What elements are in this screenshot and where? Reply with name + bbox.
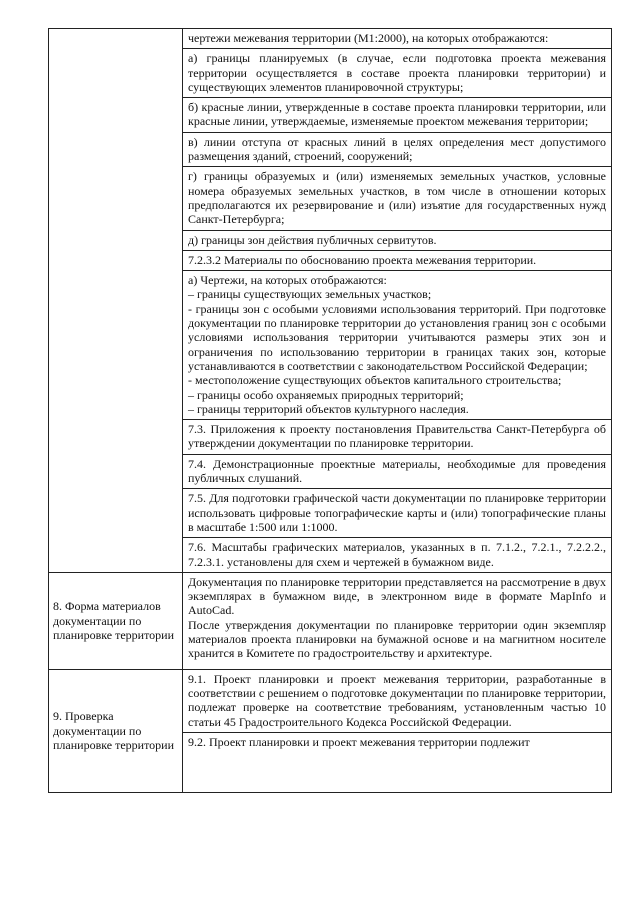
- text-block: [183, 167, 611, 230]
- text-block: [183, 251, 611, 271]
- text-block: [183, 538, 611, 572]
- paragraph: 7.5. Для подготовки графической части документации по планировке территории использовать цифровые топографические карты и (или) топографические планы в масштабе 1:500 или 1:1000.: [188, 491, 606, 534]
- paragraph: 9.1. Проект планировки и проект межевания территории, разработанные в соответствии с решением о подготовке документации по планировке территории, подлежат проверке на соответствие требованиям, установленным частью 10 статьи 45 Градостроительного Кодекса Российской Федерации.: [188, 671, 606, 729]
- content-cell: [183, 29, 612, 573]
- table-row: [49, 29, 612, 573]
- paragraph: г) границы образуемых и (или) изменяемых земельных участков, условные номера образуемых земельных участков, в том числе в отношении которых предполагаются их резервирование и (или) изъятие для государственных нужд Санкт-Петербурга;: [188, 169, 606, 227]
- text-block: [183, 98, 611, 133]
- paragraph: – границы территорий объектов культурного наследия.: [188, 401, 469, 416]
- label-cell: [49, 669, 183, 792]
- text-block: [183, 420, 611, 455]
- content-cell: [183, 572, 612, 669]
- paragraph: а) Чертежи, на которых отображаются:: [188, 273, 387, 288]
- text-block: [183, 49, 611, 98]
- paragraph: 7.4. Демонстрационные проектные материалы, необходимые для проведения публичных слушаний.: [188, 456, 606, 486]
- paragraph: После утверждения документации по планировке территории один экземпляр материалов проекта планировки на бумажной основе и на магнитном носителе хранится в Комитете по градостроительству и архитектуре.: [188, 617, 606, 661]
- text-block: [183, 133, 611, 168]
- text-block: [183, 271, 611, 420]
- paragraph: б) красные линии, утвержденные в составе проекта планировки территории, или красные линии, утверждаемые, изменяемые проектом межевания территории;: [188, 100, 606, 129]
- text-block: [183, 455, 611, 490]
- text-block: [183, 231, 611, 251]
- paragraph: а) границы планируемых (в случае, если подготовка проекта межевания территории осуществляется в составе проекта планировки территории) и существующих элементов планировочной структуры;: [188, 51, 606, 94]
- text-block: [183, 733, 611, 752]
- paragraph: в) линии отступа от красных линий в целях определения мест допустимого размещения зданий, строений, сооружений;: [188, 134, 606, 164]
- empty-label-cell: [49, 29, 183, 573]
- paragraph: 7.3. Приложения к проекту постановления Правительства Санкт-Петербурга об утверждении документации по планировке территории.: [188, 422, 606, 451]
- paragraph: – границы существующих земельных участков;: [188, 287, 432, 302]
- label-cell: [49, 572, 183, 669]
- content-cell: [183, 669, 612, 792]
- paragraph: - местоположение существующих объектов капитального строительства;: [188, 373, 562, 388]
- text-block: [183, 29, 611, 49]
- section-9-label: 9. Проверка документации по планировке территории: [53, 709, 175, 752]
- paragraph: 9.2. Проект планировки и проект межевания территории подлежит: [188, 734, 530, 749]
- paragraph: - границы зон с особыми условиями использования территорий. При подготовке документации по планировке территории до установления границ зон с особыми условиями использования территории учитываются размеры этих зон и ограничения по использованию территории в границах таких зон, которые устанавливаются в соответствии с законодательством Российской Федерации;: [188, 301, 606, 373]
- table-row: [49, 572, 612, 669]
- paragraph: Документация по планировке территории представляется на рассмотрение в двух экземплярах в бумажном виде, в электронном виде в формате MapInfo и AutoCad.: [188, 574, 606, 618]
- paragraph: 7.2.3.2 Материалы по обоснованию проекта межевания территории.: [188, 252, 537, 267]
- section-8-label: 8. Форма материалов документации по планировке территории: [53, 599, 175, 642]
- paragraph: – границы особо охраняемых природных территорий;: [188, 387, 464, 402]
- text-block: [183, 573, 611, 664]
- text-block: [183, 670, 611, 733]
- paragraph: 7.6. Масштабы графических материалов, указанных в п. 7.1.2., 7.2.1., 7.2.2.2., 7.2.3.1. установлены для схем и чертежей в бумажном виде.: [188, 540, 606, 569]
- table-row: [49, 669, 612, 792]
- text-block: [183, 489, 611, 538]
- paragraph: д) границы зон действия публичных сервитутов.: [188, 232, 437, 247]
- requirements-table: [48, 28, 612, 793]
- paragraph: чертежи межевания территории (М1:2000), на которых отображаются:: [188, 31, 549, 45]
